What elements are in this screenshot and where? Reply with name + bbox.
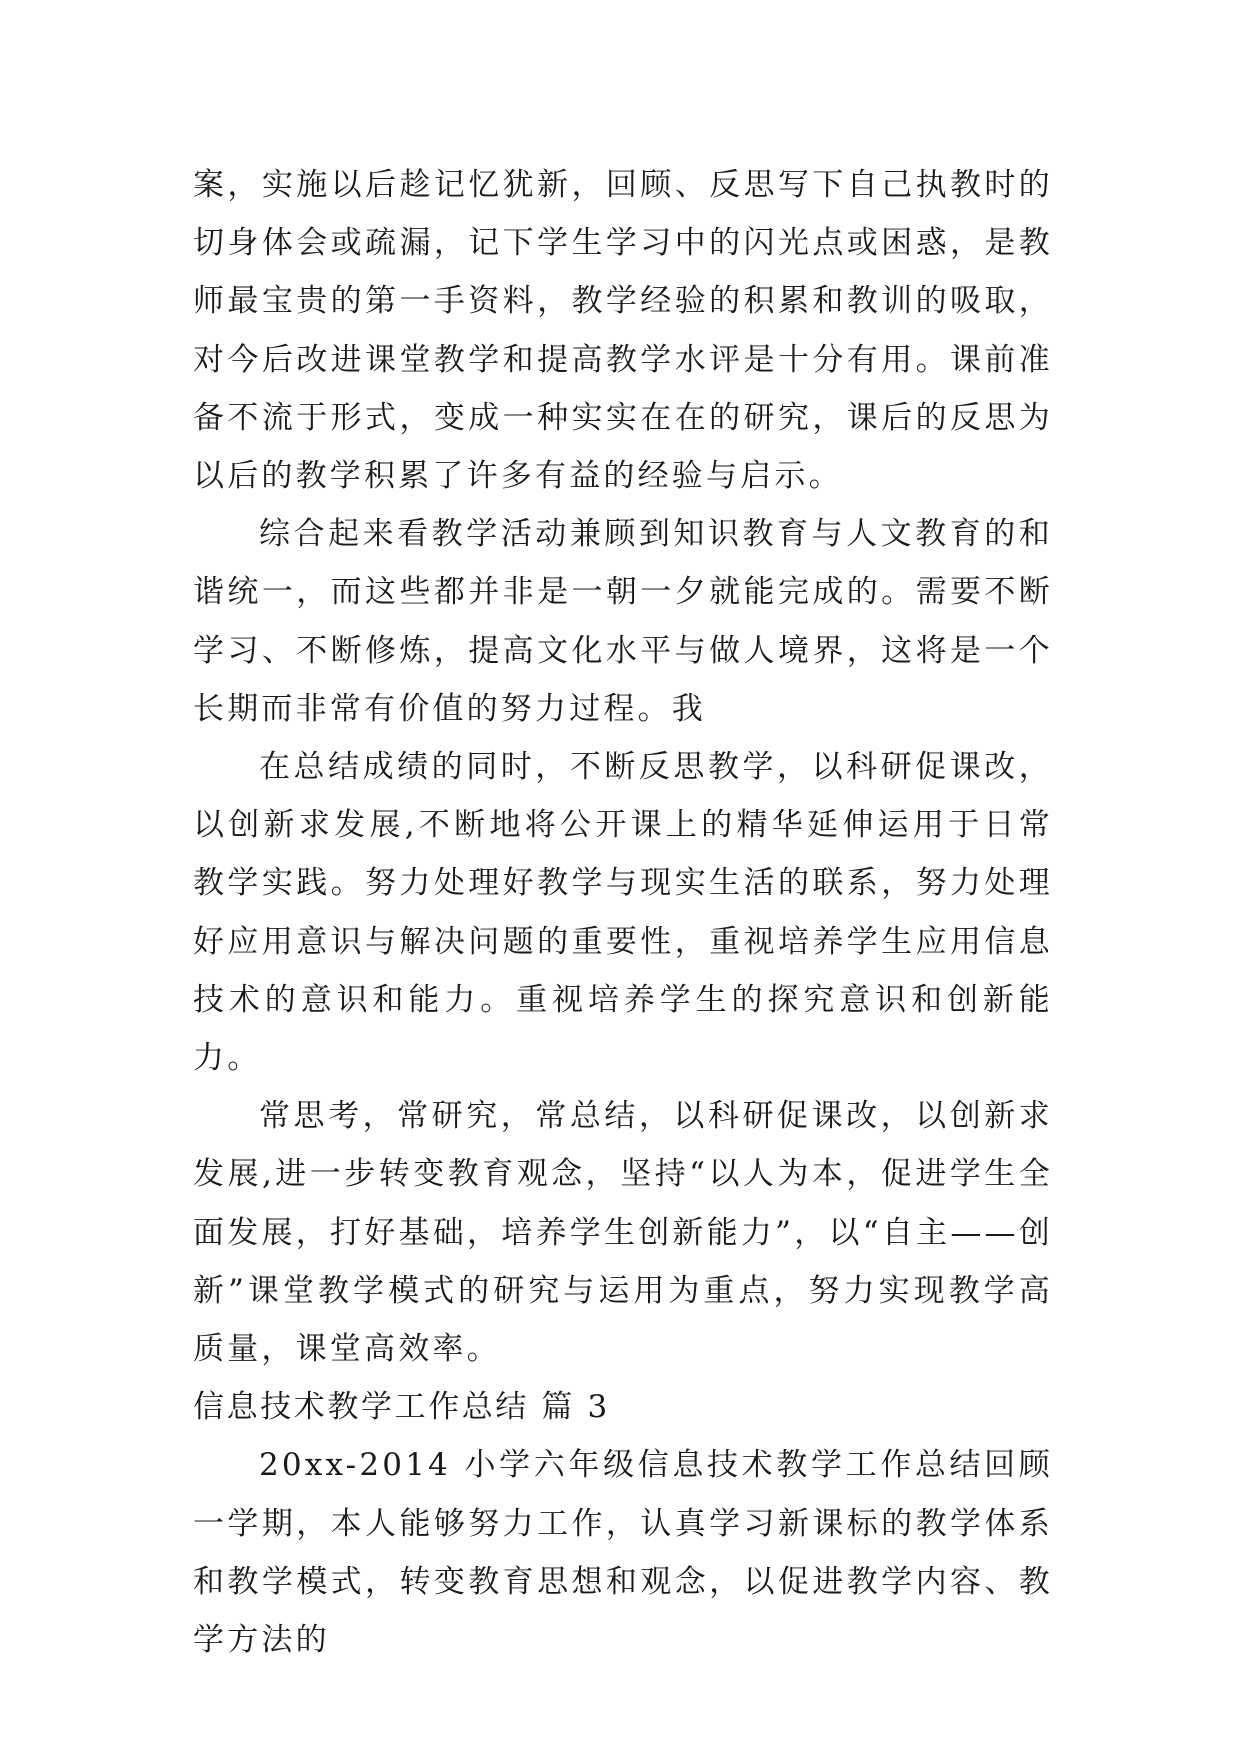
paragraph-research: 常思考，常研究，常总结，以科研促课改，以创新求发展,进一步转变教育观念，坚持“以人为本，促进学生全面发展，打好基础，培养学生创新能力”，以“自主——创新”课堂教学模式的研究与运用为重点，努力实现教学高质量，课堂高效率。 — [193, 1098, 1053, 1368]
paragraph-review: 20xx-2014 小学六年级信息技术教学工作总结回顾一学期，本人能够努力工作，认真学习新课标的教学体系和教学模式，转变教育思想和观念，以促进教学内容、教学方法的 — [193, 1447, 1053, 1659]
paragraph-summary: 综合起来看教学活动兼顾到知识教育与人文教育的和谐统一，而这些都并非是一朝一夕就能完成的。需要不断学习、不断修炼，提高文化水平与做人境界，这将是一个长期而非常有价值的努力过程。我 — [193, 516, 1053, 727]
paragraph-reflection: 在总结成绩的同时，不断反思教学，以科研促课改，以创新求发展,不断地将公开课上的精华延伸运用于日常教学实践。努力处理好教学与现实生活的联系，努力处理好应用意识与解决问题的重要性，重视培养学生应用信息技术的意识和能力。重视培养学生的探究意识和创新能力。 — [193, 749, 1053, 1077]
paragraph-continuation: 案，实施以后趁记忆犹新，回顾、反思写下自己执教时的切身体会或疏漏，记下学生学习中的闪光点或困惑，是教师最宝贵的第一手资料，教学经验的积累和教训的吸取，对今后改进课堂教学和提高教学水评是十分有用。课前准备不流于形式，变成一种实实在在的研究，课后的反思为以后的教学积累了许多有益的经验与启示。 — [193, 167, 1053, 495]
section-heading: 信息技术教学工作总结 篇 3 — [193, 1389, 610, 1426]
document-body — [193, 156, 1053, 1669]
